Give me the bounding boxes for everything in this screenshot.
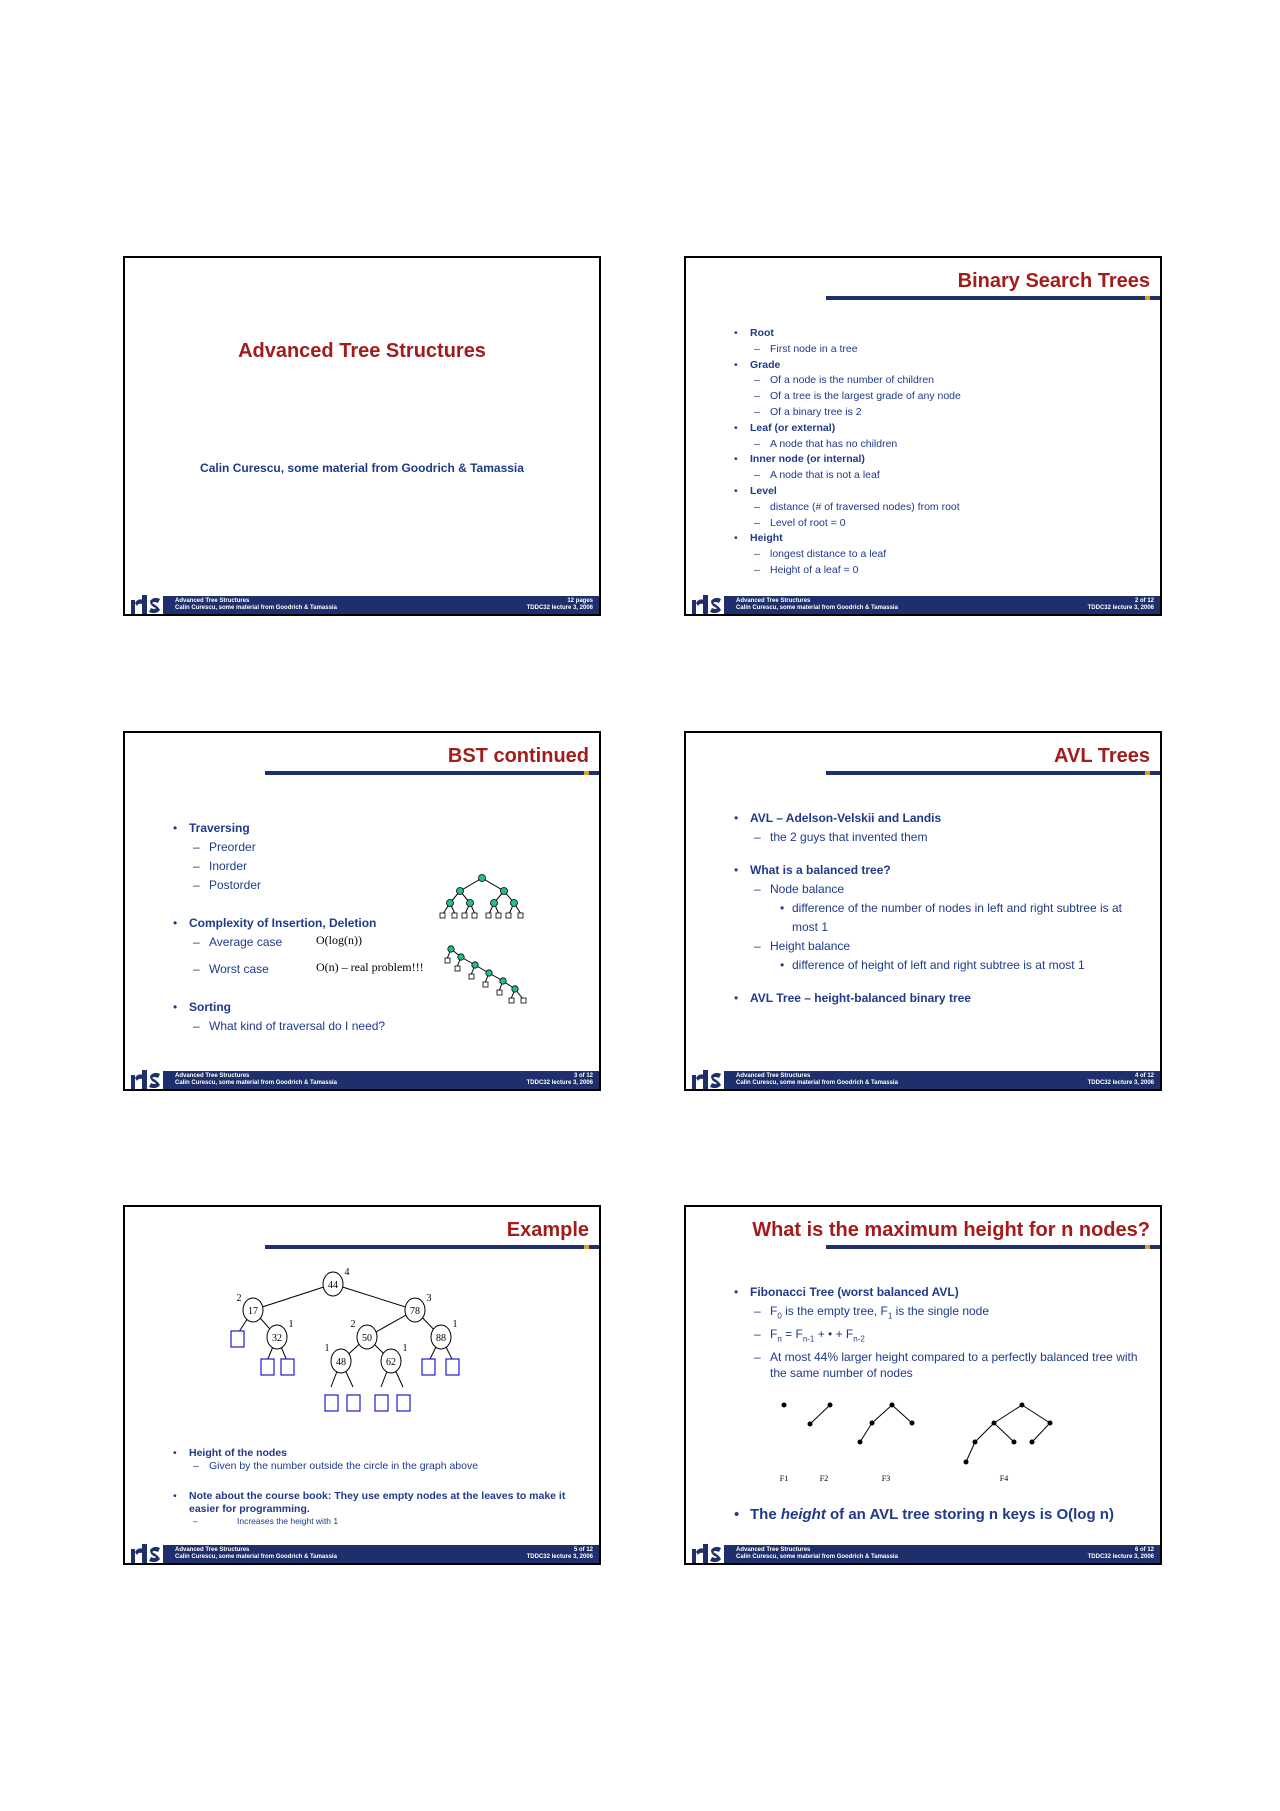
label-f2: F2 [819,1474,829,1483]
node-50-key: 50 [362,1333,372,1344]
avl-example-tree [215,1269,475,1429]
bullet-f0: – $F_0$ is the empty tree, $F_1$ is the single node [732,1302,1142,1325]
slide-4-bullets [732,809,1142,1008]
slide-6 [684,1205,1162,1565]
bullet-item: • difference of the number of nodes in left and right subtree is at most 1 [732,899,1142,937]
bullet-fibonacci: • Fibonacci Tree (worst balanced AVL) [732,1283,1142,1302]
node-78-height: 3 [426,1293,432,1304]
slide-1-author: Calin Curescu, some material from Goodrich & Tamassia [200,461,524,475]
node-48-height: 1 [324,1343,330,1354]
bullet-inorder: – Inorder [171,857,385,876]
footer-course: TDDC32 lecture 3, 2006 [526,605,593,611]
bullet-item: • Leaf (or external) [732,421,961,437]
bullet-item: – distance (# of traversed nodes) from root [732,500,961,516]
bullet-item: – Height balance [732,937,1142,956]
slide-footer [125,1067,599,1089]
footer-course: TDDC32 lecture 3, 2006 [1087,1080,1154,1086]
page-number: 6 of 12 [1134,1547,1154,1553]
footer-course: TDDC32 lecture 3, 2006 [526,1554,593,1560]
slide-6-bullets [732,1283,1142,1381]
label-f3: F3 [881,1474,891,1483]
slide-5-bullets [171,1447,571,1528]
footer-title: Advanced Tree Structures [175,598,250,604]
bullet-worst: – Worst case [171,960,385,979]
page-number: 5 of 12 [573,1547,593,1553]
label-f1: F1 [779,1474,789,1483]
label-f4: F4 [999,1474,1009,1483]
node-88-height: 1 [452,1319,458,1330]
degenerate-tree-icon [445,945,535,1005]
slide-4-title: AVL Trees [1054,745,1150,767]
footer-course: TDDC32 lecture 3, 2006 [526,1080,593,1086]
footer-course: TDDC32 lecture 3, 2006 [1087,1554,1154,1560]
title-rule [826,1245,1160,1249]
slide-footer [125,592,599,614]
slide-3-bullets [171,819,385,1036]
bullet-item: • Level [732,484,961,500]
slide-2-bullets [732,326,961,579]
bullet-item: – First node in a tree [732,342,961,358]
footer-title: Advanced Tree Structures [736,598,811,604]
bullet-note: • Note about the course book: They use empty nodes at the leaves to make it easier for programming. [171,1490,571,1515]
bullet-item: – longest distance to a leaf [732,547,961,563]
bullet-item: • Height [732,531,961,547]
node-44-height: 4 [344,1267,350,1278]
footer-author: Calin Curescu, some material from Goodrich & Tamassia [736,1080,898,1086]
bullet-item: – Node balance [732,880,1142,899]
bullet-at-most: – At most 44% larger height compared to a perfectly balanced tree with the same number of nodes [732,1349,1142,1381]
footer-author: Calin Curescu, some material from Goodrich & Tamassia [175,1554,337,1560]
slide-5 [123,1205,601,1565]
bullet-item: • What is a balanced tree? [732,861,1142,880]
bullet-item: • Inner node (or internal) [732,452,961,468]
footer-title: Advanced Tree Structures [175,1073,250,1079]
slide-footer [686,592,1160,614]
footer-author: Calin Curescu, some material from Goodrich & Tamassia [175,605,337,611]
slide-3-title: BST continued [447,745,589,767]
title-rule [826,296,1160,300]
bullet-spacer [732,975,1142,989]
bullet-complexity: • Complexity of Insertion, Deletion [171,914,385,933]
title-rule [826,771,1160,775]
slide-1 [123,256,601,616]
worst-complexity: O(n) – real problem!!! [316,960,424,974]
slide-footer [686,1067,1160,1089]
bullet-height-title: • Height of the nodes [171,1447,571,1460]
bullet-item: • AVL – Adelson-Velskii and Landis [732,809,1142,828]
footer-title: Advanced Tree Structures [736,1073,811,1079]
footer-author: Calin Curescu, some material from Goodrich & Tamassia [736,605,898,611]
node-88-key: 88 [436,1333,446,1344]
bullet-spacer [732,847,1142,861]
page-count: 12 pages [567,598,593,604]
footer-title: Advanced Tree Structures [736,1547,811,1553]
page-number: 3 of 12 [573,1073,593,1079]
node-32-height: 1 [288,1319,294,1330]
balanced-tree-icon [437,873,527,923]
bullet-height-desc: – Given by the number outside the circle in the graph above [171,1460,571,1473]
bullet-item: • Root [732,326,961,342]
slide-2-title: Binary Search Trees [957,270,1150,292]
bullet-traversing: • Traversing [171,819,385,838]
bullet-postorder: – Postorder [171,876,385,895]
footer-title: Advanced Tree Structures [175,1547,250,1553]
page-number: 2 of 12 [1134,598,1154,604]
slide-1-title: Advanced Tree Structures [238,340,486,362]
title-rule [265,1245,599,1249]
node-17-key: 17 [248,1306,258,1317]
bullet-average: – Average case [171,933,385,952]
bullet-sorting-question: – What kind of traversal do I need? [171,1017,385,1036]
bullet-item: – A node that has no children [732,437,961,453]
bullet-item: • AVL Tree – height-balanced binary tree [732,989,1142,1008]
footer-course: TDDC32 lecture 3, 2006 [1087,605,1154,611]
bullet-item: – the 2 guys that invented them [732,828,1142,847]
slide-6-title: What is the maximum height for n nodes? [752,1219,1150,1241]
slide-footer [125,1541,599,1563]
slide-3 [123,731,601,1091]
slide-2 [684,256,1162,616]
slide-5-title: Example [506,1219,589,1241]
bullet-item: – Height of a leaf = 0 [732,563,961,579]
node-50-height: 2 [350,1319,356,1330]
bullet-sorting: • Sorting [171,998,385,1017]
bullet-item: • Grade [732,358,961,374]
average-complexity: O(log(n)) [316,933,362,947]
bullet-height-conclusion: • The height of an AVL tree storing n keys is O(log n) [732,1506,1152,1524]
node-32-key: 32 [272,1333,282,1344]
bullet-item: – Of a binary tree is 2 [732,405,961,421]
node-48-key: 48 [336,1357,346,1368]
node-78-key: 78 [410,1306,420,1317]
bullet-preorder: – Preorder [171,838,385,857]
fibonacci-trees [779,1397,1102,1492]
slide-4 [684,731,1162,1091]
footer-author: Calin Curescu, some material from Goodrich & Tamassia [736,1554,898,1560]
title-rule [265,771,599,775]
node-62-height: 1 [402,1343,408,1354]
bullet-fn: – $F_n = F_{n-1}$ + • + $F_{n-2}$ [732,1325,1142,1348]
slide-6-conclusion [732,1506,1152,1524]
node-44-key: 44 [328,1280,338,1291]
slide-footer [686,1541,1160,1563]
bullet-item: • difference of height of left and right subtree is at most 1 [732,956,1142,975]
bullet-item: – Of a tree is the largest grade of any node [732,389,961,405]
bullet-item: – A node that is not a leaf [732,468,961,484]
bullet-note-sub: – Increases the height with 1 [171,1515,571,1528]
node-17-height: 2 [236,1293,242,1304]
footer-author: Calin Curescu, some material from Goodrich & Tamassia [175,1080,337,1086]
node-62-key: 62 [386,1357,396,1368]
page-number: 4 of 12 [1134,1073,1154,1079]
bullet-item: – Of a node is the number of children [732,373,961,389]
bullet-item: – Level of root = 0 [732,516,961,532]
